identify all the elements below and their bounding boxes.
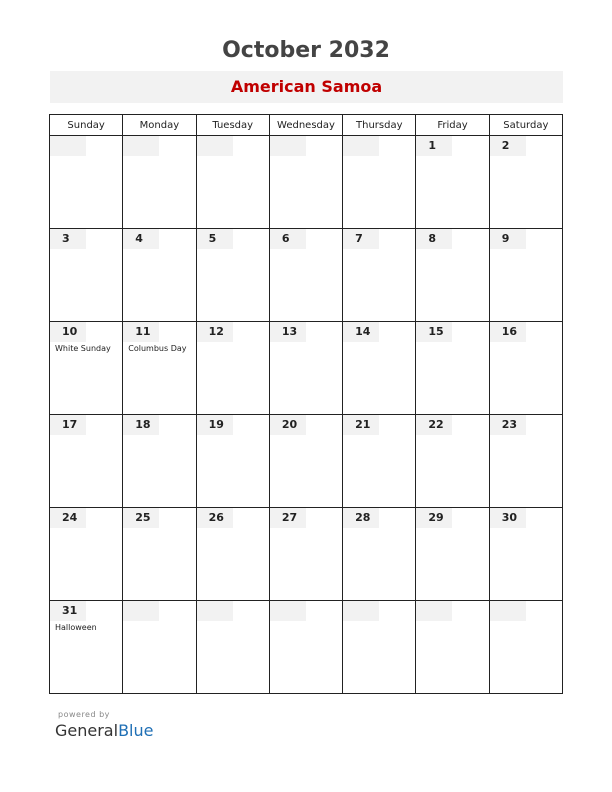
day-cell — [269, 508, 342, 601]
weekday-header: Sunday — [50, 115, 123, 136]
day-cell — [416, 229, 489, 322]
day-number — [123, 601, 159, 621]
day-number — [343, 601, 379, 621]
day-number: 10 — [50, 322, 86, 342]
calendar-body — [50, 136, 563, 694]
day-cell — [416, 415, 489, 508]
day-number: 29 — [416, 508, 452, 528]
day-number: 4 — [123, 229, 159, 249]
day-number: 19 — [197, 415, 233, 435]
day-cell — [489, 415, 562, 508]
day-number: 14 — [343, 322, 379, 342]
day-cell — [343, 229, 416, 322]
weekday-header: Thursday — [343, 115, 416, 136]
day-cell — [416, 508, 489, 601]
day-number: 25 — [123, 508, 159, 528]
day-number: 28 — [343, 508, 379, 528]
day-cell — [50, 601, 123, 694]
day-cell — [123, 136, 196, 229]
day-cell — [196, 322, 269, 415]
day-cell — [269, 415, 342, 508]
day-cell — [343, 322, 416, 415]
day-cell — [489, 322, 562, 415]
day-number — [490, 601, 526, 621]
day-number: 8 — [416, 229, 452, 249]
page-title: October 2032 — [222, 38, 390, 63]
day-number: 31 — [50, 601, 86, 621]
day-cell — [50, 508, 123, 601]
day-number: 15 — [416, 322, 452, 342]
holiday-label: White Sunday — [55, 344, 111, 353]
day-number: 30 — [490, 508, 526, 528]
day-number: 20 — [270, 415, 306, 435]
day-number: 13 — [270, 322, 306, 342]
brand-logo — [55, 721, 153, 740]
weekday-header: Wednesday — [269, 115, 342, 136]
weekday-header-row — [50, 115, 563, 136]
day-cell — [416, 601, 489, 694]
day-number: 23 — [490, 415, 526, 435]
powered-by-text: powered by — [58, 710, 110, 719]
day-number: 6 — [270, 229, 306, 249]
week-row — [50, 229, 563, 322]
day-cell — [343, 136, 416, 229]
day-cell — [343, 601, 416, 694]
day-number: 16 — [490, 322, 526, 342]
day-cell — [269, 322, 342, 415]
weekday-header: Monday — [123, 115, 196, 136]
weekday-header: Tuesday — [196, 115, 269, 136]
holiday-label: Columbus Day — [128, 344, 187, 353]
calendar-grid — [49, 114, 563, 694]
day-cell — [416, 322, 489, 415]
day-number — [270, 136, 306, 156]
day-number: 27 — [270, 508, 306, 528]
day-number: 26 — [197, 508, 233, 528]
day-cell — [343, 508, 416, 601]
day-number: 7 — [343, 229, 379, 249]
day-number — [197, 601, 233, 621]
week-row — [50, 322, 563, 415]
brand-general: General — [55, 721, 119, 740]
day-cell — [489, 601, 562, 694]
day-cell — [489, 229, 562, 322]
day-cell — [50, 322, 123, 415]
day-cell — [489, 508, 562, 601]
week-row — [50, 601, 563, 694]
day-number: 24 — [50, 508, 86, 528]
day-number — [123, 136, 159, 156]
day-number — [50, 136, 86, 156]
day-number: 22 — [416, 415, 452, 435]
week-row — [50, 508, 563, 601]
day-cell — [123, 229, 196, 322]
day-cell — [196, 136, 269, 229]
day-cell — [123, 415, 196, 508]
day-number: 1 — [416, 136, 452, 156]
day-number — [270, 601, 306, 621]
day-cell — [343, 415, 416, 508]
weekday-header: Friday — [416, 115, 489, 136]
day-cell — [123, 601, 196, 694]
day-number: 3 — [50, 229, 86, 249]
day-number — [343, 136, 379, 156]
brand-blue: Blue — [118, 721, 154, 740]
weekday-header: Saturday — [489, 115, 562, 136]
day-cell — [50, 136, 123, 229]
day-cell — [50, 415, 123, 508]
day-number: 18 — [123, 415, 159, 435]
day-cell — [196, 508, 269, 601]
day-number: 5 — [197, 229, 233, 249]
day-cell — [416, 136, 489, 229]
day-number: 12 — [197, 322, 233, 342]
day-cell — [196, 229, 269, 322]
day-number: 9 — [490, 229, 526, 249]
day-cell — [196, 601, 269, 694]
week-row — [50, 136, 563, 229]
day-number: 2 — [490, 136, 526, 156]
day-cell — [50, 229, 123, 322]
day-cell — [489, 136, 562, 229]
day-number: 11 — [123, 322, 159, 342]
day-number — [197, 136, 233, 156]
day-number: 21 — [343, 415, 379, 435]
day-cell — [269, 601, 342, 694]
day-cell — [123, 322, 196, 415]
day-cell — [269, 229, 342, 322]
day-number: 17 — [50, 415, 86, 435]
day-number — [416, 601, 452, 621]
day-cell — [196, 415, 269, 508]
day-cell — [123, 508, 196, 601]
holiday-label: Halloween — [55, 623, 97, 632]
country-name: American Samoa — [230, 77, 383, 96]
week-row — [50, 415, 563, 508]
country-banner — [50, 71, 563, 103]
day-cell — [269, 136, 342, 229]
